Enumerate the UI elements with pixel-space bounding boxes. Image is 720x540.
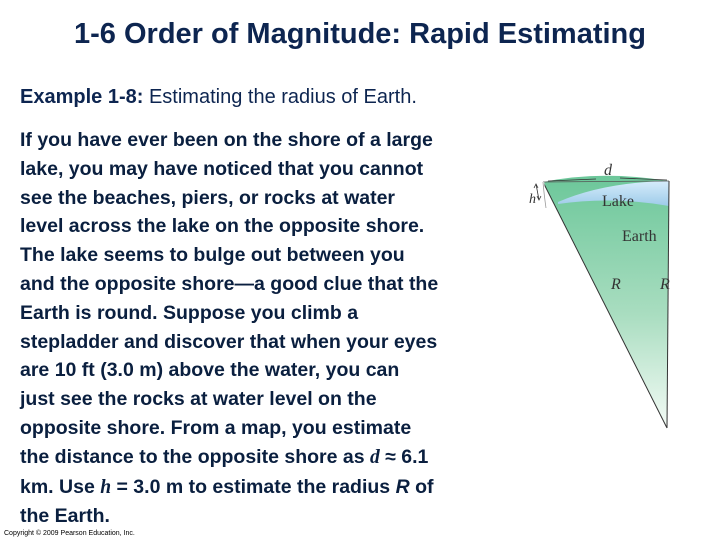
label-h: h <box>529 192 536 207</box>
problem-text-segment: km. Use <box>20 475 95 498</box>
earth-wedge <box>543 176 669 428</box>
problem-line <box>20 473 548 503</box>
problem-line: Earth is round. Suppose you climb a <box>20 301 359 324</box>
label-d: d <box>604 162 612 179</box>
earth-radius-figure <box>529 160 712 440</box>
variable-d: d <box>370 446 380 468</box>
problem-line: see the beaches, piers, or rocks at water <box>20 186 396 209</box>
example-subtitle <box>20 86 417 109</box>
slide-title: 1-6 Order of Magnitude: Rapid Estimating <box>74 18 646 50</box>
problem-text <box>20 126 548 531</box>
problem-text-segment: ≈ 6.1 <box>385 445 429 468</box>
label-lake: Lake <box>602 193 634 210</box>
label-R-right: R <box>660 276 670 293</box>
problem-line: just see the rocks at water level on the <box>20 388 377 411</box>
label-earth: Earth <box>622 228 657 245</box>
problem-line: are 10 ft (3.0 m) above the water, you can <box>20 359 400 382</box>
example-number: Example 1-8: <box>20 86 144 108</box>
subtitle-rest: the radius of Earth. <box>247 86 417 108</box>
problem-line: The lake seems to bulge out between you <box>20 244 405 267</box>
problem-line <box>20 443 548 473</box>
problem-text-segment: = 3.0 m to estimate the radius <box>116 475 391 498</box>
problem-line: and the opposite shore—a good clue that the <box>20 272 439 295</box>
copyright-notice: Copyright © 2009 Pearson Education, Inc. <box>4 530 135 537</box>
problem-line: If you have ever been on the shore of a large <box>20 129 433 151</box>
problem-text-segment: of <box>415 475 434 498</box>
subtitle-keyword: Estimating <box>148 86 243 108</box>
problem-text-segment: the distance to the opposite shore as <box>20 445 365 468</box>
problem-line: opposite shore. From a map, you estimate <box>20 416 412 439</box>
variable-R: R <box>395 475 410 498</box>
problem-line: the Earth. <box>20 505 110 528</box>
variable-h: h <box>100 476 112 498</box>
problem-line: level across the lake on the opposite shore. <box>20 215 425 238</box>
problem-line: lake, you may have noticed that you cannot <box>20 157 424 180</box>
label-R-left: R <box>611 276 621 293</box>
problem-line: stepladder and discover that when your eyes <box>20 330 438 353</box>
